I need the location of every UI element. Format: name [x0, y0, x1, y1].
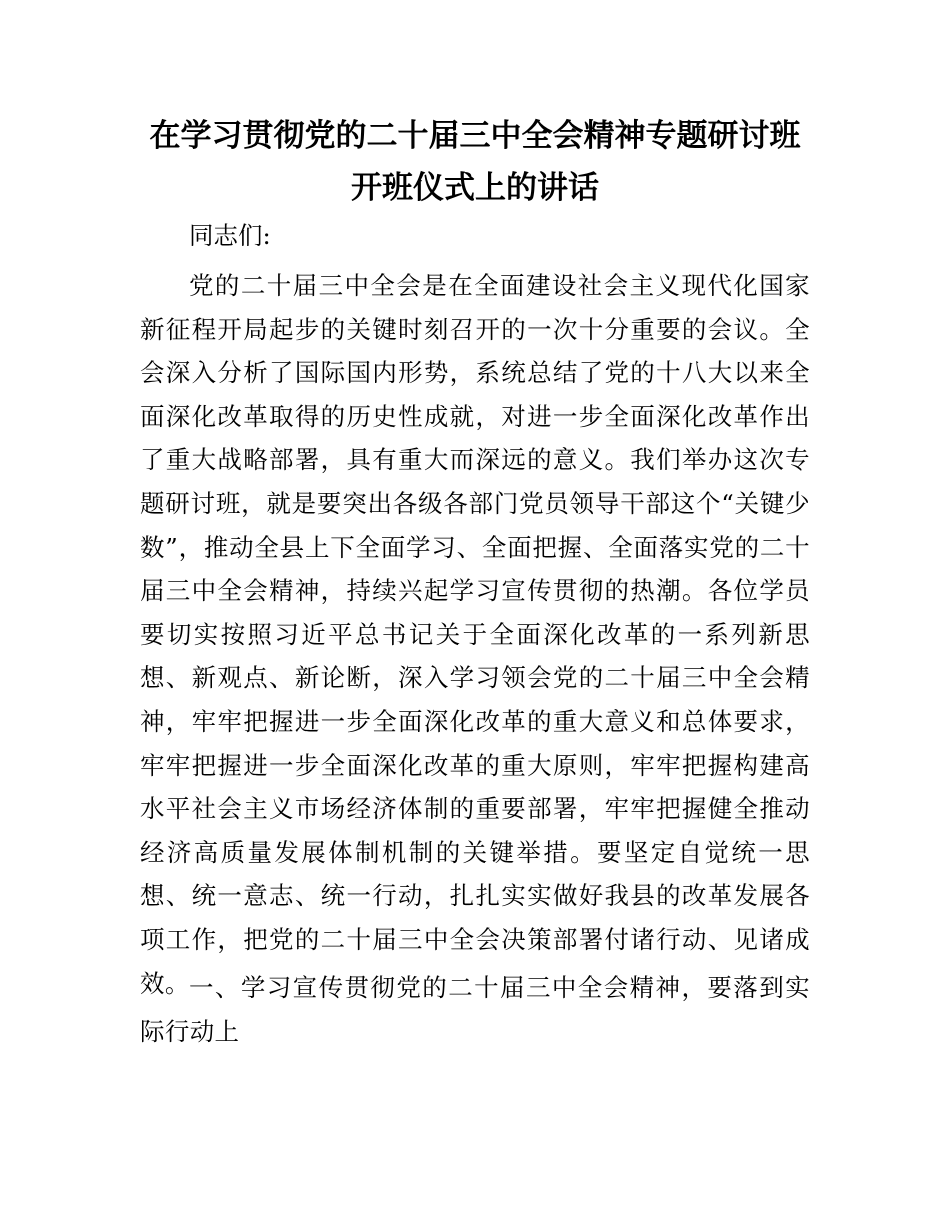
section-heading: 一、学习宣传贯彻党的二十届三中全会精神，要落到实际行动上 — [140, 973, 810, 1046]
body-paragraph-1-container — [140, 264, 810, 1005]
section-heading-1-container — [140, 966, 810, 1053]
body-paragraph: 党的二十届三中全会是在全面建设社会主义现代化国家新征程开局起步的关键时刻召开的一次十分重要的会议。全会深入分析了国际国内形势，系统总结了党的十八大以来全面深化改革取得的历史性成就，对进一步全面深化改革作出了重大战略部署，具有重大而深远的意义。我们举办这次专题研讨班，就是要突出各级各部门党员领导干部这个“关键少数”，推动全县上下全面学习、全面把握、全面落实党的二十届三中全会精神，持续兴起学习宣传贯彻的热潮。各位学员要切实按照习近平总书记关于全面深化改革的一系列新思想、新观点、新论断，深入学习领会党的二十届三中全会精神，牢牢把握进一步全面深化改革的重大意义和总体要求，牢牢把握进一步全面深化改革的重大原则，牢牢把握构建高水平社会主义市场经济体制的重要部署，牢牢把握健全推动经济高质量发展体制机制的关键举措。要坚定自觉统一思想、统一意志、统一行动，扎扎实实做好我县的改革发展各项工作，把党的二十届三中全会决策部署付诸行动、见诸成效。 — [140, 271, 810, 998]
salutation: 同志们: — [189, 221, 271, 250]
document-title: 在学习贯彻党的二十届三中全会精神专题研讨班开班仪式上的讲话 — [149, 118, 801, 206]
